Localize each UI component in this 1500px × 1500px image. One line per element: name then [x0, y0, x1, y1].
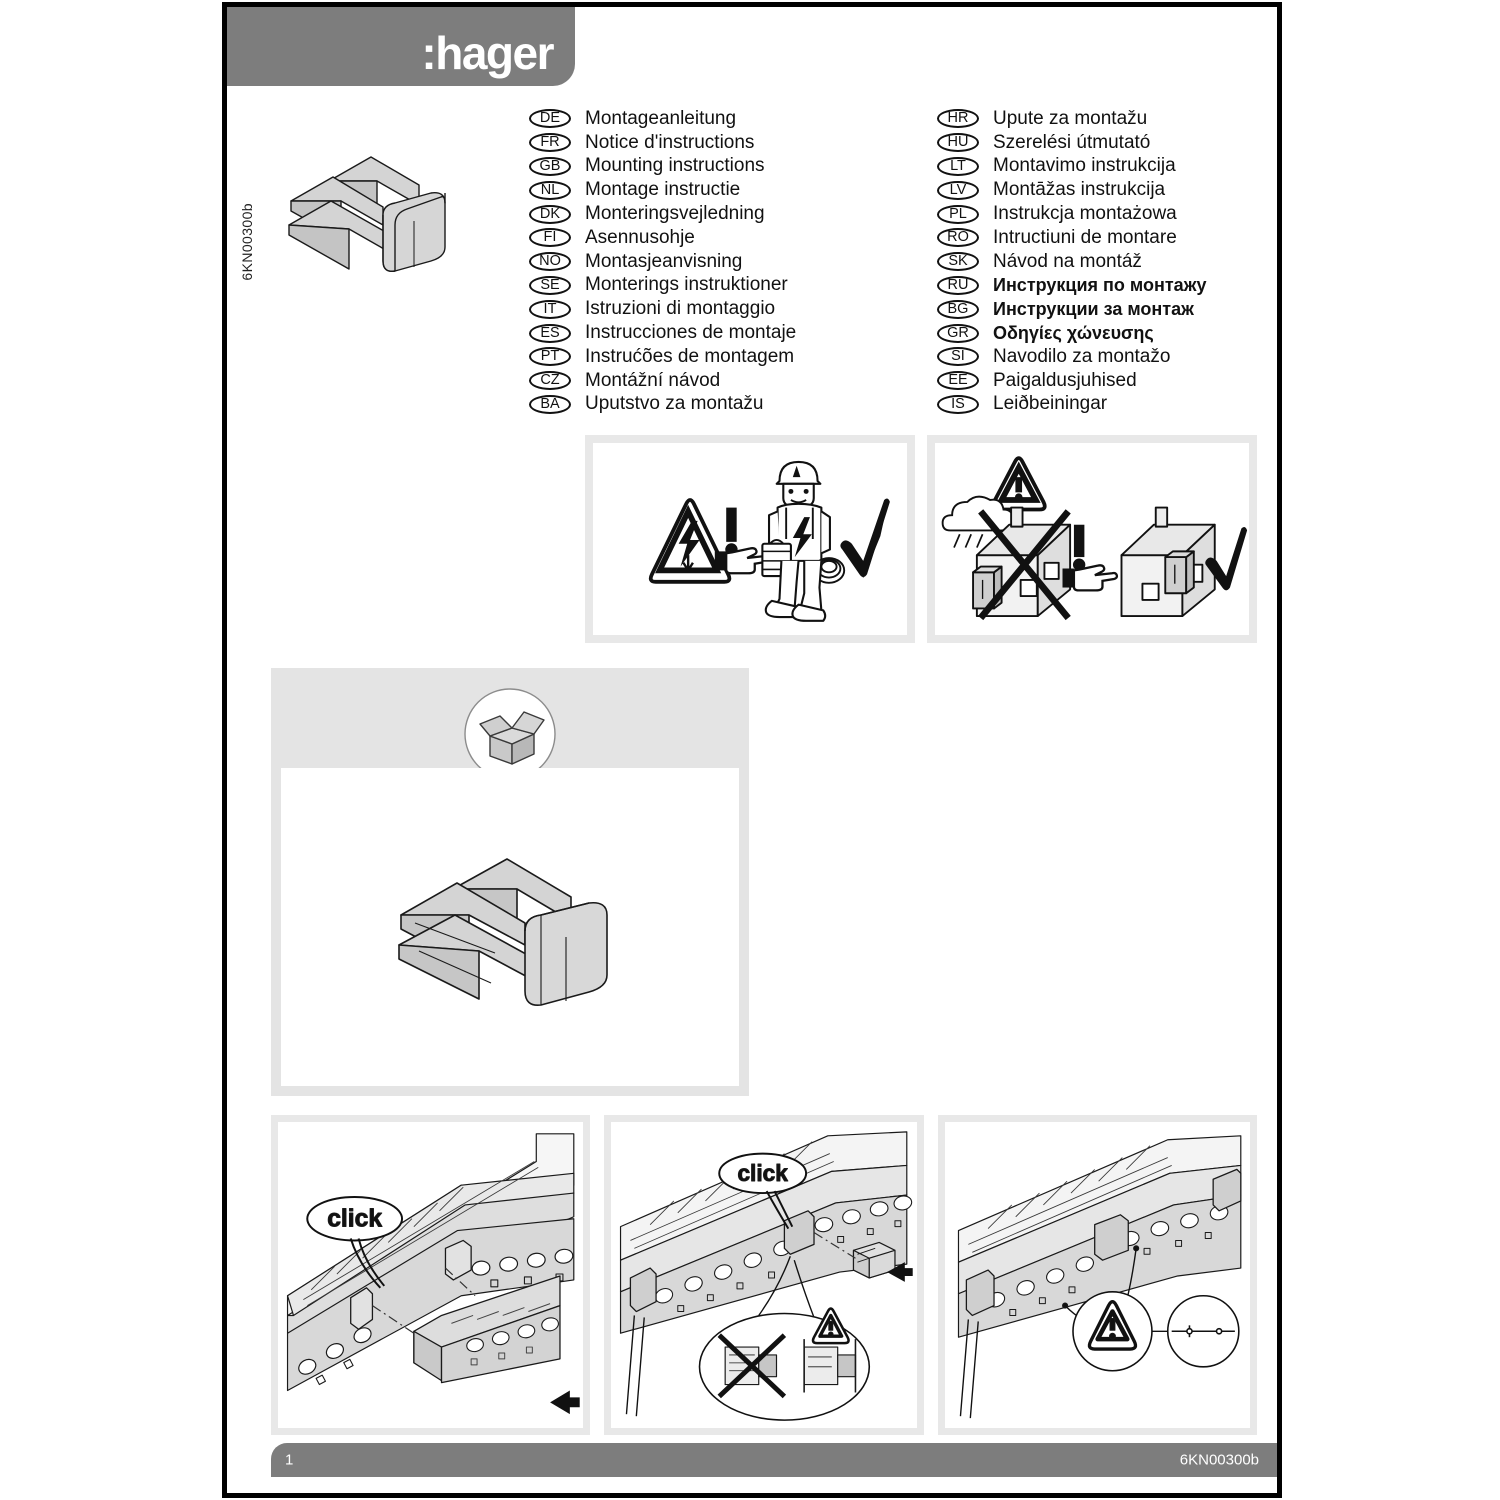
country-code-badge: DK — [529, 205, 571, 224]
country-code-badge: PT — [529, 347, 571, 366]
electrician-figure-icon — [762, 462, 844, 621]
country-code-badge: IT — [529, 300, 571, 319]
country-code-badge: BA — [529, 395, 571, 414]
click-label: click — [737, 1160, 789, 1187]
house-indoor-icon — [1121, 508, 1214, 616]
unboxing-section — [271, 668, 749, 1096]
language-row — [937, 250, 1277, 274]
page-number: 1 — [285, 1451, 294, 1469]
hager-logo: :hager — [421, 27, 553, 79]
country-code-badge: GB — [529, 157, 571, 176]
safety-panel-indoor-only — [927, 435, 1257, 643]
language-list-right — [937, 107, 1277, 416]
country-code-badge: HU — [937, 133, 979, 152]
language-row — [937, 345, 1277, 369]
language-row — [529, 226, 889, 250]
footer-bar — [271, 1443, 1277, 1477]
language-row — [937, 178, 1277, 202]
language-list-left — [529, 107, 889, 416]
language-row — [937, 226, 1277, 250]
language-title: Asennusohje — [585, 226, 695, 248]
language-title: Mounting instructions — [585, 155, 765, 177]
country-code-badge: DE — [529, 109, 571, 128]
language-title: Montážní návod — [585, 369, 721, 391]
language-title: Montāžas instrukcija — [993, 179, 1166, 201]
language-title: Navodilo za montažo — [993, 345, 1171, 367]
language-row — [529, 297, 889, 321]
header-bar — [227, 7, 575, 86]
language-title: Instrukcja montażowa — [993, 203, 1177, 225]
language-row — [937, 202, 1277, 226]
language-row — [937, 321, 1277, 345]
language-title: Montasjeanvisning — [585, 250, 743, 272]
language-title: Istruzioni di montaggio — [585, 298, 776, 320]
country-code-badge: FI — [529, 228, 571, 247]
country-code-badge: ES — [529, 324, 571, 343]
country-code-badge: PL — [937, 205, 979, 224]
click-label: click — [327, 1205, 383, 1233]
language-row — [937, 131, 1277, 155]
exclamation-icon — [1073, 525, 1085, 571]
language-title: Οδηγίες χώνευσης — [993, 323, 1154, 344]
language-title: Montavimo instrukcija — [993, 155, 1176, 177]
language-title: Szerelési útmutató — [993, 131, 1151, 153]
language-title: Leiðbeiningar — [993, 393, 1108, 415]
country-code-badge: IS — [937, 395, 979, 414]
language-row — [937, 274, 1277, 298]
push-arrow-icon — [550, 1390, 583, 1414]
country-code-badge: BG — [937, 300, 979, 319]
language-title: Paigaldusjuhised — [993, 369, 1137, 391]
language-row — [529, 131, 889, 155]
step-panel-2 — [604, 1115, 923, 1435]
language-title: Инструкции за монтаж — [993, 299, 1194, 320]
language-row — [529, 107, 889, 131]
product-detail-panel — [281, 768, 739, 1086]
page-content — [227, 7, 1277, 1493]
language-row — [529, 178, 889, 202]
step-panel-1 — [271, 1115, 590, 1435]
country-code-badge: HR — [937, 109, 979, 128]
house-outdoor-crossed-icon — [973, 508, 1070, 618]
country-code-badge: SI — [937, 347, 979, 366]
country-code-badge: FR — [529, 133, 571, 152]
page-frame — [222, 2, 1282, 1498]
language-title: Návod na montáž — [993, 250, 1142, 272]
country-code-badge: NL — [529, 181, 571, 200]
pointing-hand-icon — [1063, 565, 1117, 590]
language-row — [529, 321, 889, 345]
safety-panels-row — [585, 435, 1257, 643]
language-row — [937, 155, 1277, 179]
document-reference-code: 6KN00300b — [1179, 1451, 1259, 1469]
language-row — [529, 393, 889, 417]
step-panel-3 — [938, 1115, 1257, 1435]
vertical-reference-code: 6KN00300b — [239, 203, 255, 281]
language-row — [937, 107, 1277, 131]
country-code-badge: CZ — [529, 371, 571, 390]
product-illustration-small — [271, 129, 471, 294]
exclamation-icon — [725, 508, 737, 556]
language-title: Instrucciones de montaje — [585, 322, 797, 344]
language-title: Montageanleitung — [585, 107, 737, 129]
language-title: Intructiuni de montare — [993, 226, 1177, 248]
language-row — [937, 369, 1277, 393]
language-row — [937, 393, 1277, 417]
country-code-badge: SK — [937, 252, 979, 271]
checkmark-icon — [840, 498, 889, 578]
language-title: Montage instructie — [585, 179, 741, 201]
language-title: Monterings instruktioner — [585, 274, 788, 296]
language-row — [529, 345, 889, 369]
country-code-badge: NO — [529, 252, 571, 271]
assembly-steps-row — [271, 1115, 1257, 1435]
language-title: Monteringsvejledning — [585, 203, 765, 225]
language-row — [529, 274, 889, 298]
country-code-badge: SE — [529, 276, 571, 295]
language-row — [529, 202, 889, 226]
language-title: Uputstvo za montažu — [585, 393, 764, 415]
language-title: Notice d'instructions — [585, 131, 755, 153]
language-row — [529, 155, 889, 179]
country-code-badge: RO — [937, 228, 979, 247]
language-row — [937, 297, 1277, 321]
language-row — [529, 250, 889, 274]
pointing-hand-icon — [715, 548, 769, 573]
language-row — [529, 369, 889, 393]
country-code-badge: LV — [937, 181, 979, 200]
language-title: Upute za montažu — [993, 107, 1148, 129]
language-title: Инструкция по монтажу — [993, 275, 1207, 296]
country-code-badge: EE — [937, 371, 979, 390]
product-illustration-large — [375, 827, 645, 1027]
safety-panel-electrical-hazard — [585, 435, 915, 643]
country-code-badge: LT — [937, 157, 979, 176]
country-code-badge: RU — [937, 276, 979, 295]
country-code-badge: GR — [937, 324, 979, 343]
language-title: Instrućões de montagem — [585, 345, 795, 367]
